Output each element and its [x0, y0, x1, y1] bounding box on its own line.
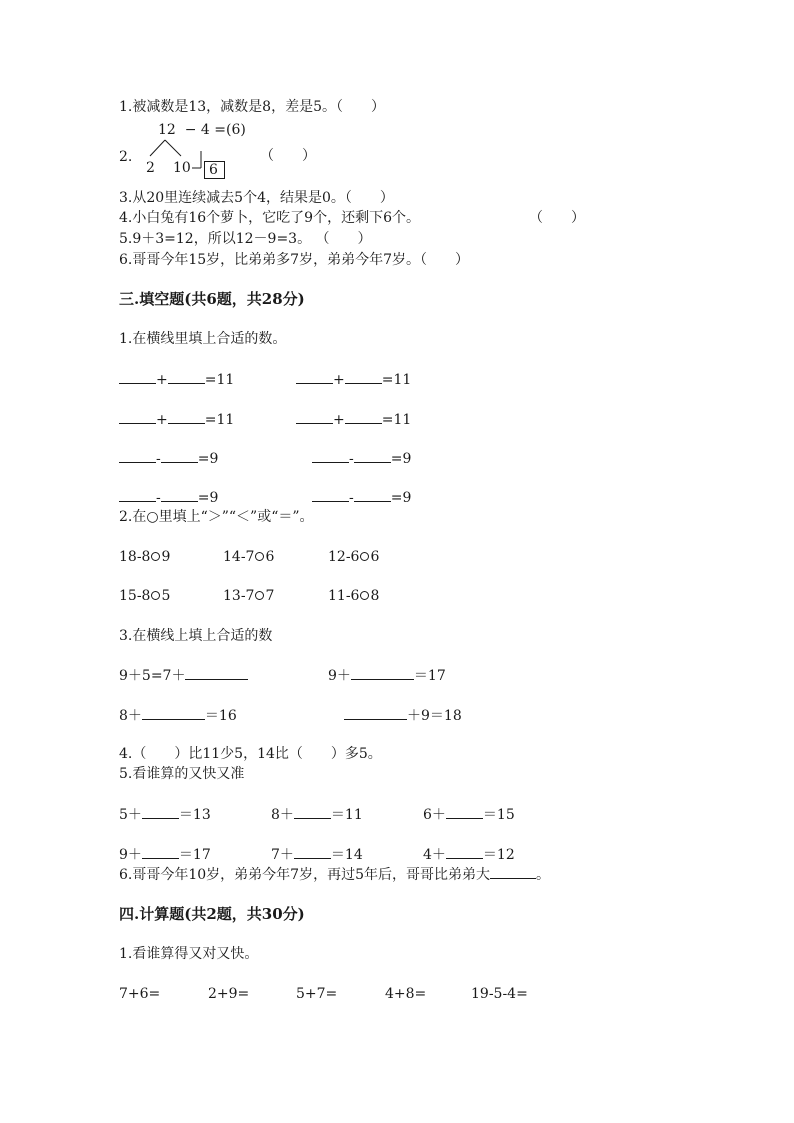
equation-text: 9＋5=7＋ [119, 668, 186, 684]
fill-q3: 3.在横线上填上合适的数 [119, 628, 273, 644]
answer-blank[interactable] [161, 488, 198, 502]
minus-sign: - [349, 451, 354, 467]
equals-11: =11 [381, 412, 412, 428]
fill-q3-row2 [119, 706, 539, 724]
calc-item: 4+8= [385, 986, 427, 1002]
answer-blank[interactable] [119, 449, 156, 463]
plus-sign: + [333, 412, 345, 428]
answer-blank[interactable] [161, 449, 198, 463]
equals-9: =9 [390, 451, 412, 467]
answer-blank[interactable] [296, 410, 333, 424]
answer-blank[interactable] [345, 410, 382, 424]
answer-blank[interactable] [312, 488, 349, 502]
answer-blank[interactable] [446, 845, 483, 859]
calc-item: 7+6= [119, 986, 161, 1002]
fill-q1: 1.在横线里填上合适的数。 [119, 331, 287, 347]
answer-blank[interactable] [142, 845, 179, 859]
diagram-mid-part: 10 [173, 160, 191, 176]
circle-blank[interactable] [360, 591, 369, 600]
fill-q1-row1 [119, 370, 539, 388]
minus-sign: - [156, 490, 161, 506]
compare-row1 [119, 548, 519, 566]
circle-blank[interactable] [151, 552, 160, 561]
fill-q6: 6.哥哥今年10岁，弟弟今年7岁，再过5年后，哥哥比弟弟大 。 [119, 867, 550, 883]
circle-blank[interactable] [255, 552, 264, 561]
judge-q5: 5.9＋3=12，所以12－9=3。 （ ） [119, 231, 372, 247]
equation-text: 9＋ [328, 668, 351, 684]
fill-q3-row1 [119, 666, 539, 684]
answer-blank[interactable] [185, 666, 248, 680]
calc-item: 2+9= [208, 986, 250, 1002]
answer-blank[interactable] [490, 865, 536, 879]
judge-q4: 4.小白兔有16个萝卜，它吃了9个，还剩下6个。 [119, 210, 420, 226]
compare-item: 15-8 5 [119, 588, 171, 604]
equals-11: =11 [204, 412, 235, 428]
equals-9: =9 [390, 490, 412, 506]
answer-blank[interactable] [354, 488, 391, 502]
compare-row2 [119, 587, 519, 605]
fill-q2: 2.在○里填上“＞”“＜”或“＝”。 [119, 509, 314, 525]
fill-q5: 5.看谁算的又快又准 [119, 766, 245, 782]
diagram-boxed-answer: 6 [204, 161, 225, 179]
answer-blank[interactable] [168, 410, 205, 424]
judge-q1: 1.被减数是13，减数是8，差是5。（ ） [119, 99, 385, 115]
compare-item: 13-7 7 [223, 588, 275, 604]
fill-q1-row2 [119, 410, 539, 428]
diagram-left-part: 2 [146, 160, 155, 176]
answer-blank[interactable] [351, 666, 414, 680]
plus-sign: + [333, 372, 345, 388]
fill-q4: 4.（ ）比11少5，14比（ ）多5。 [119, 746, 382, 762]
calc-item: 5+7= [296, 986, 338, 1002]
answer-blank[interactable] [119, 370, 156, 384]
answer-blank[interactable] [168, 370, 205, 384]
answer-blank[interactable] [142, 805, 179, 819]
section3-title: 三.填空题(共6题，共28分) [119, 290, 305, 308]
circle-blank[interactable] [360, 552, 369, 561]
split-number-diagram [119, 120, 379, 182]
calc-item: 19-5-4= [471, 986, 528, 1002]
equation-text: 8＋ [119, 708, 142, 724]
answer-blank[interactable] [119, 488, 156, 502]
answer-blank[interactable] [354, 449, 391, 463]
judge-q4-row [119, 209, 619, 227]
plus-sign: + [156, 412, 168, 428]
equation-text: ＋9＝18 [407, 708, 462, 724]
compare-item: 11-6 8 [328, 588, 380, 604]
judge-q2-paren: （ ） [260, 148, 316, 164]
equation-text: ＝17 [413, 668, 446, 684]
judge-q4-paren: （ ） [529, 210, 585, 226]
answer-blank[interactable] [119, 410, 156, 424]
judge-q2-number: 2. [119, 149, 133, 165]
judge-q3: 3.从20里连续减去5个4，结果是0。（ ） [119, 190, 394, 206]
answer-blank[interactable] [296, 370, 333, 384]
fill-q1-row3 [119, 449, 539, 467]
answer-blank[interactable] [446, 805, 483, 819]
answer-blank[interactable] [294, 805, 331, 819]
minus-sign: - [349, 490, 354, 506]
fill-q5-row1: 5＋ ＝13 8＋ ＝11 6＋ ＝15 [119, 807, 515, 823]
equals-9: =9 [197, 451, 219, 467]
fill-q5-row2: 9＋ ＝17 7＋ ＝14 4＋ ＝12 [119, 847, 515, 863]
judge-q6: 6.哥哥今年15岁，比弟弟多7岁，弟弟今年7岁。（ ） [119, 252, 469, 268]
circle-blank[interactable] [255, 591, 264, 600]
section4-title: 四.计算题(共2题，共30分) [119, 905, 305, 923]
answer-blank[interactable] [345, 370, 382, 384]
answer-blank[interactable] [344, 706, 407, 720]
circle-blank[interactable] [151, 591, 160, 600]
compare-item: 12-6 6 [328, 549, 380, 565]
equals-9: =9 [197, 490, 219, 506]
fill-q1-row4 [119, 488, 539, 506]
calc-row [119, 985, 559, 1003]
answer-blank[interactable] [142, 706, 205, 720]
calc-q1: 1.看谁算得又对又快。 [119, 946, 259, 962]
answer-blank[interactable] [294, 845, 331, 859]
plus-sign: + [156, 372, 168, 388]
equals-11: =11 [204, 372, 235, 388]
minus-sign: - [156, 451, 161, 467]
compare-item: 14-7 6 [223, 549, 275, 565]
equals-11: =11 [381, 372, 412, 388]
answer-blank[interactable] [312, 449, 349, 463]
compare-item: 18-8 9 [119, 549, 171, 565]
diagram-expression: 12 − 4 =(6) [158, 122, 246, 138]
equation-text: ＝16 [204, 708, 237, 724]
